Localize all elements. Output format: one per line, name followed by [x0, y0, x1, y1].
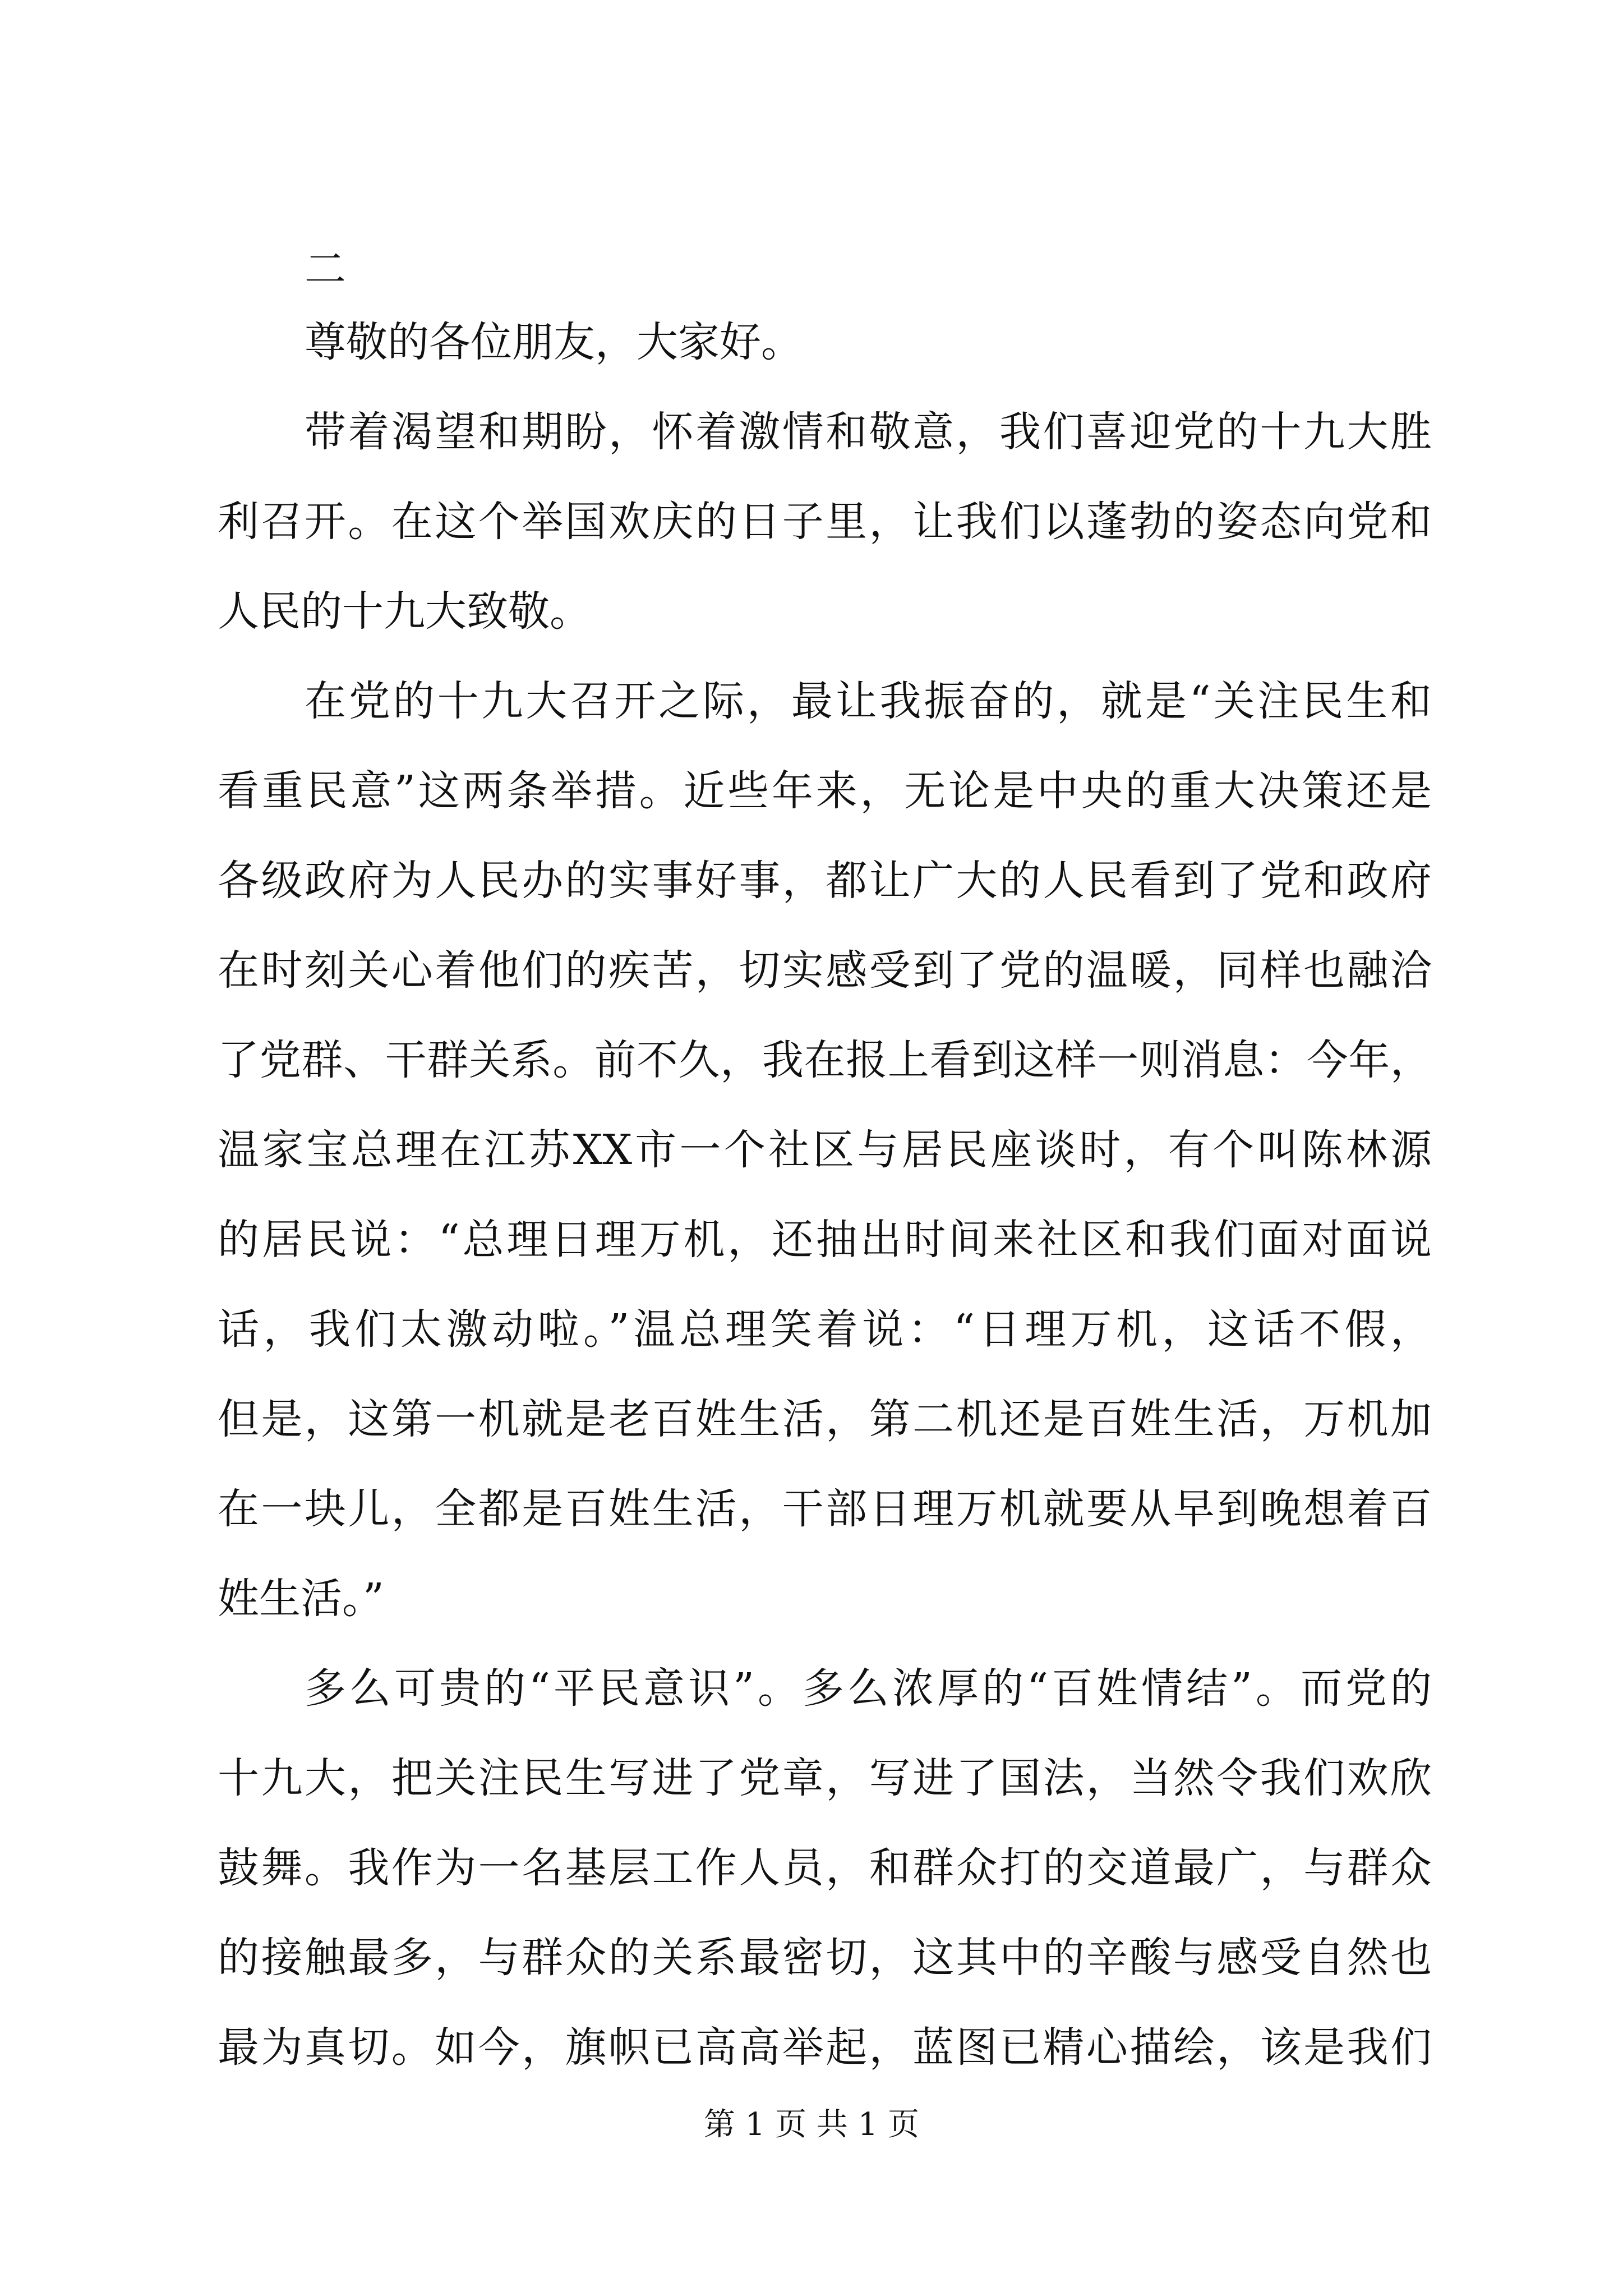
paragraph-line: 利召开。在这个举国欢庆的日子里，让我们以蓬勃的姿态向党和 — [218, 498, 1432, 546]
paragraph-line: 的居民说：“总理日理万机，还抽出时间来社区和我们面对面说 — [218, 1216, 1432, 1264]
paragraph-line: 话，我们太激动啦。”温总理笑着说：“日理万机，这话不假， — [218, 1305, 1432, 1354]
paragraph-line: 尊敬的各位朋友，大家好。 — [305, 318, 803, 366]
paragraph-line: 温家宝总理在江苏XX市一个社区与居民座谈时，有个叫陈林源 — [218, 1126, 1432, 1174]
paragraph-line: 人民的十九大致敬。 — [218, 587, 591, 636]
paragraph-line: 多么可贵的“平民意识”。多么浓厚的“百姓情结”。而党的 — [305, 1664, 1432, 1713]
page-footer: 第 1 页 共 1 页 — [703, 2106, 920, 2143]
paragraph-line: 看重民意”这两条举措。近些年来，无论是中央的重大决策还是 — [218, 767, 1432, 815]
paragraph-line: 带着渴望和期盼，怀着激情和敬意，我们喜迎党的十九大胜 — [305, 408, 1432, 456]
paragraph-line: 在党的十九大召开之际，最让我振奋的，就是“关注民生和 — [305, 677, 1432, 725]
paragraph-line: 十九大，把关注民生写进了党章，写进了国法，当然令我们欢欣 — [218, 1754, 1432, 1802]
paragraph-line: 姓生活。” — [218, 1575, 384, 1623]
paragraph-line: 各级政府为人民办的实事好事，都让广大的人民看到了党和政府 — [218, 857, 1432, 905]
paragraph-line: 但是，这第一机就是老百姓生活，第二机还是百姓生活，万机加 — [218, 1395, 1432, 1443]
paragraph-line: 在一块儿，全都是百姓生活，干部日理万机就要从早到晚想着百 — [218, 1485, 1432, 1533]
paragraph-line: 最为真切。如今，旗帜已高高举起，蓝图已精心描绘，该是我们 — [218, 2023, 1432, 2072]
paragraph-line: 在时刻关心着他们的疾苦，切实感受到了党的温暖，同样也融洽 — [218, 946, 1432, 995]
paragraph-line: 的接触最多，与群众的关系最密切，这其中的辛酸与感受自然也 — [218, 1934, 1432, 1982]
paragraph-line: 鼓舞。我作为一名基层工作人员，和群众打的交道最广，与群众 — [218, 1844, 1432, 1892]
section-heading: 二 — [305, 245, 346, 293]
paragraph-line: 了党群、干群关系。前不久，我在报上看到这样一则消息：今年， — [218, 1036, 1432, 1084]
